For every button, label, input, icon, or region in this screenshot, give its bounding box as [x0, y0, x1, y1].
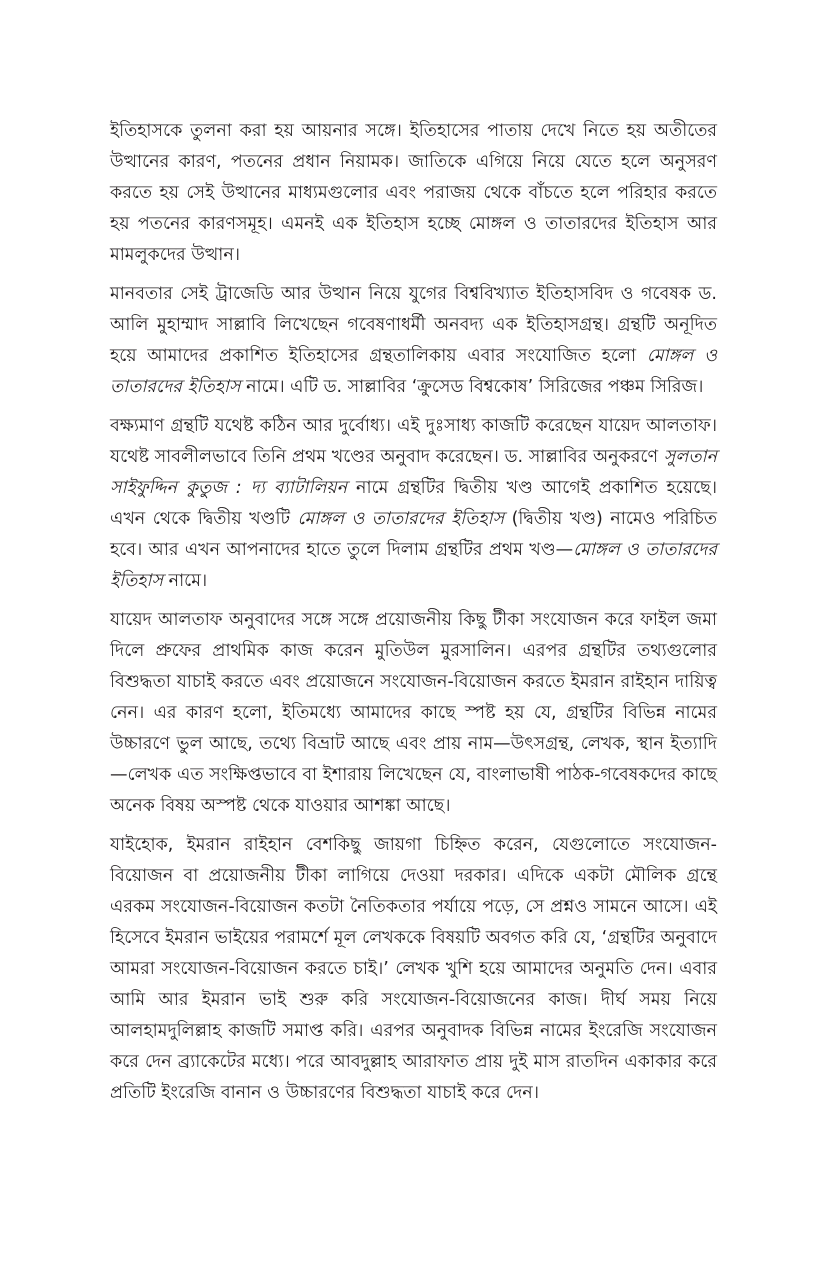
paragraph-text: মানবতার সেই ট্রাজেডি আর উত্থান নিয়ে যুগের বিশ্ববিখ্যাত ইতিহাসবিদ ও গবেষক ড. আলি মুহাম্মাদ সাল্লাবি লিখেছেন গবেষণাধর্মী অনবদ্য এক ইতিহাসগ্রন্থ। গ্রন্থটি অনূদিত হয়ে আমাদের প্রকাশিত ইতিহাসের গ্রন্থতালিকায় এবার সংযোজিত হলো: [110, 284, 717, 366]
paragraph-author: [110, 279, 717, 403]
paragraph-text: নামে।: [163, 571, 208, 591]
paragraph-text: ইতিহাসকে তুলনা করা হয় আয়নার সঙ্গে। ইতিহাসের পাতায় দেখে নিতে হয় অতীতের উত্থানের কারণ, পতনের প্রধান নিয়ামক। জাতিকে এগিয়ে নিয়ে যেতে হলে অনুসরণ করতে হয় সেই উত্থানের মাধ্যমগুলোর এবং পরাজয় থেকে বাঁচতে হলে পরিহার করতে হয় পতনের কারণসমূহ। এমনই এক ইতিহাস হচ্ছে মোঙ্গল ও তাতারদের ইতিহাস আর মামলুকদের উত্থান।: [110, 121, 717, 265]
paragraph-editing: [110, 830, 717, 1109]
book-title: মোঙ্গল ও তাতারদের ইতিহাস: [110, 540, 717, 591]
paragraph-text: (দ্বিতীয় খণ্ড) নামেও পরিচিত হবে। আর এখন আপনাদের হাতে তুলে দিলাম গ্রন্থটির প্রথম খণ্ড—: [110, 509, 717, 560]
paragraph-text: যাইহোক, ইমরান রাইহান বেশকিছু জায়গা চিহ্নিত করেন, যেগুলোতে সংযোজন-বিয়োজন বা প্রয়োজনীয় টীকা লাগিয়ে দেওয়া দরকার। এদিকে একটা মৌলিক গ্রন্থে এরকম সংযোজন-বিয়োজন কতটা নৈতিকতার পর্যায়ে পড়ে, সে প্রশ্নও সামনে আসে। এই হিসেবে ইমরান ভাইয়ের পরামর্শে মূল লেখককে বিষয়টি অবগত করি যে, ‘গ্রন্থটির অনুবাদে আমরা সংযোজন-বিয়োজন করতে চাই।’ লেখক খুশি হয়ে আমাদের অনুমতি দেন। এবার আমি আর ইমরান ভাই শুরু করি সংযোজন-বিয়োজনের কাজ। দীর্ঘ সময় নিয়ে আলহামদুলিল্লাহ কাজটি সমাপ্ত করি। এরপর অনুবাদক বিভিন্ন নামের ইংরেজি সংযোজন করে দেন ব্র্যাকেটের মধ্যে। পরে আবদুল্লাহ আরাফাত প্রায় দুই মাস রাতদিন একাকার করে প্রতিটি ইংরেজি বানান ও উচ্চারণের বিশুদ্ধতা যাচাই করে দেন।: [110, 835, 717, 1103]
paragraph-text: যায়েদ আলতাফ অনুবাদের সঙ্গে সঙ্গে প্রয়োজনীয় কিছু টীকা সংযোজন করে ফাইল জমা দিলে প্রুফের প্রাথমিক কাজ করেন মুতিউল মুরসালিন। এরপর গ্রন্থটির তথ্যগুলোর বিশুদ্ধতা যাচাই করতে এবং প্রয়োজনে সংযোজন-বিয়োজন করতে ইমরান রাইহান দায়িত্ব নেন। এর কারণ হলো, ইতিমধ্যে আমাদের কাছে স্পষ্ট হয় যে, গ্রন্থটির বিভিন্ন নামের উচ্চারণে ভুল আছে, তথ্যে বিভ্রাট আছে এবং প্রায় নাম—উৎসগ্রন্থ, লেখক, স্থান ইত্যাদি—লেখক এত সংক্ষিপ্তভাবে বা ইশারায় লিখেছেন যে, বাংলাভাষী পাঠক-গবেষকদের কাছে অনেক বিষয় অস্পষ্ট থেকে যাওয়ার আশঙ্কা আছে।: [110, 610, 717, 816]
book-title: মোঙ্গল ও তাতারদের ইতিহাস: [110, 346, 717, 397]
paragraph-intro: [110, 116, 717, 271]
paragraph-text: নামে গ্রন্থটির দ্বিতীয় খণ্ড আগেই প্রকাশিত হয়েছে। এখন থেকে দ্বিতীয় খণ্ডটি: [110, 478, 717, 529]
paragraph-translator: [110, 411, 717, 597]
book-title: সুলতান সাইফুদ্দিন কুতুজ : দ্য ব্যাটালিয়ন: [110, 447, 717, 498]
book-title: মোঙ্গল ও তাতারদের ইতিহাস: [297, 509, 505, 529]
paragraph-proofing: [110, 605, 717, 822]
page-body: [110, 116, 717, 1117]
paragraph-text: নামে। এটি ড. সাল্লাবির ‘ক্রুসেড বিশ্বকোষ’ সিরিজের পঞ্চম সিরিজ।: [240, 377, 704, 397]
paragraph-text: বক্ষ্যমাণ গ্রন্থটি যথেষ্ট কঠিন আর দুর্বোধ্য। এই দুঃসাধ্য কাজটি করেছেন যায়েদ আলতাফ। যথেষ্ট সাবলীলভাবে তিনি প্রথম খণ্ডের অনুবাদ করেছেন। ড. সাল্লাবির অনুকরণে: [110, 416, 717, 467]
